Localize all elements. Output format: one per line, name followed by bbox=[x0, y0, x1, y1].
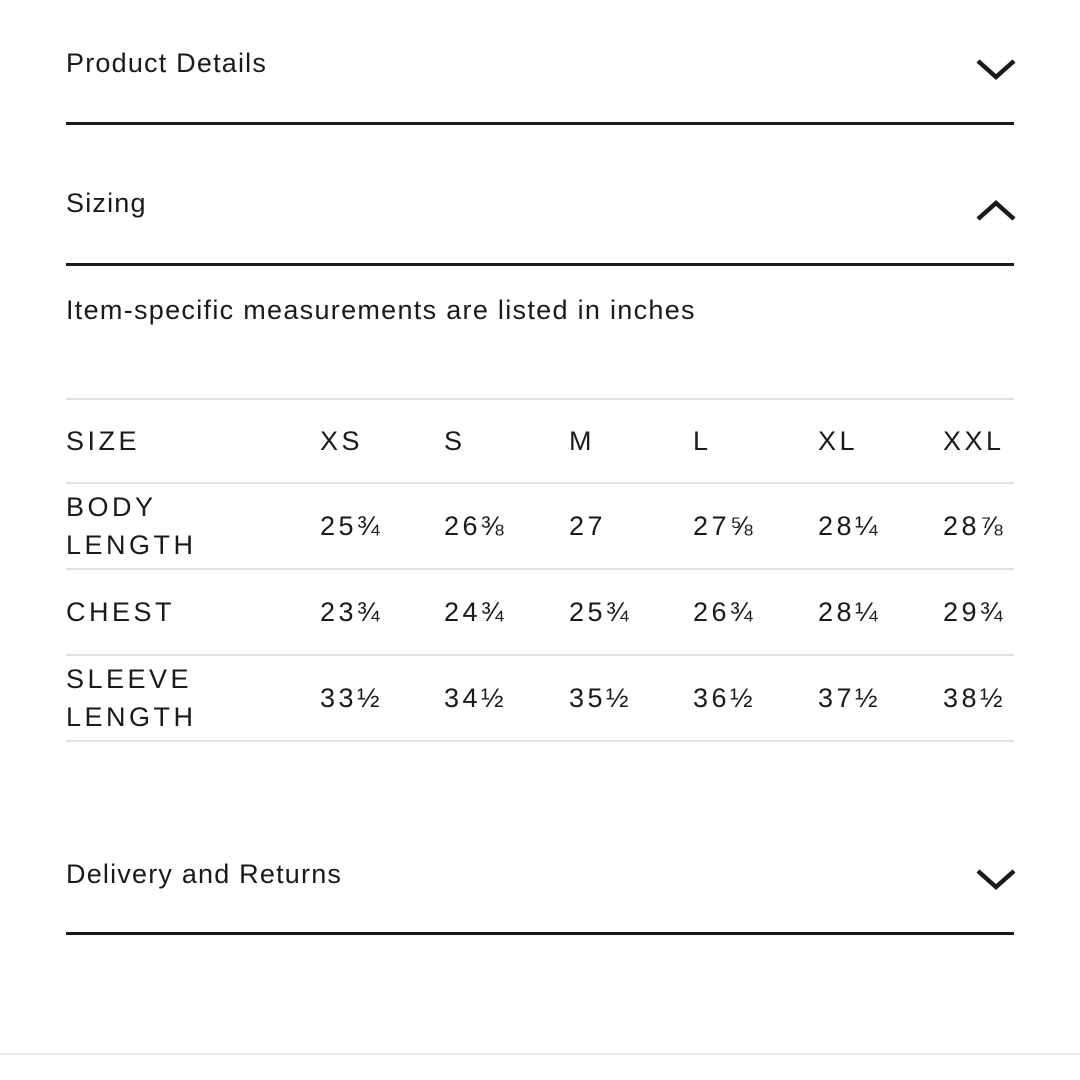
table-header-cell: XXL bbox=[943, 426, 1005, 456]
table-cell: 29¾ bbox=[943, 597, 1007, 627]
table-header-row bbox=[66, 398, 1014, 482]
table-row-label: BODY LENGTH bbox=[66, 492, 197, 560]
table-row-label: CHEST bbox=[66, 597, 176, 627]
table-cell: 26⅜ bbox=[444, 511, 508, 541]
divider bbox=[66, 122, 1014, 125]
table-cell: 34½ bbox=[444, 683, 508, 713]
table-row bbox=[66, 568, 1014, 654]
accordion-title-sizing: Sizing bbox=[66, 188, 147, 218]
table-header-cell: XS bbox=[320, 426, 364, 456]
table-row-label: SLEEVE LENGTH bbox=[66, 664, 197, 732]
table-cell: 33½ bbox=[320, 683, 384, 713]
table-cell: 23¾ bbox=[320, 597, 384, 627]
table-cell: 24¾ bbox=[444, 597, 508, 627]
table-header-cell: M bbox=[569, 426, 595, 456]
table-cell: 25¾ bbox=[320, 511, 384, 541]
table-cell: 28¼ bbox=[818, 511, 882, 541]
table-header-label: SIZE bbox=[66, 426, 141, 456]
table-cell: 25¾ bbox=[569, 597, 633, 627]
table-cell: 27⅝ bbox=[693, 511, 757, 541]
divider bbox=[66, 263, 1014, 266]
size-table bbox=[66, 398, 1014, 742]
accordion-sizing[interactable] bbox=[66, 178, 1014, 238]
table-cell: 27 bbox=[569, 511, 607, 541]
table-header-cell: XL bbox=[818, 426, 859, 456]
chevron-up-icon[interactable] bbox=[974, 197, 1018, 225]
table-row bbox=[66, 482, 1014, 568]
chevron-down-icon[interactable] bbox=[974, 55, 1018, 83]
sizing-note: Item-specific measurements are listed in inches bbox=[66, 295, 696, 325]
table-cell: 28⅞ bbox=[943, 511, 1007, 541]
table-cell: 38½ bbox=[943, 683, 1007, 713]
accordion-title-delivery-returns: Delivery and Returns bbox=[66, 859, 343, 889]
table-header-cell: L bbox=[693, 426, 712, 456]
table-row bbox=[66, 654, 1014, 742]
table-cell: 28¼ bbox=[818, 597, 882, 627]
table-header-cell: S bbox=[444, 426, 466, 456]
divider bbox=[66, 932, 1014, 935]
divider bbox=[0, 1053, 1080, 1055]
accordion-product-details[interactable] bbox=[66, 38, 1014, 98]
table-cell: 37½ bbox=[818, 683, 882, 713]
accordion-title-product-details: Product Details bbox=[66, 48, 268, 78]
chevron-down-icon[interactable] bbox=[974, 865, 1018, 893]
table-cell: 36½ bbox=[693, 683, 757, 713]
accordion-delivery-returns[interactable] bbox=[66, 848, 1014, 908]
table-cell: 35½ bbox=[569, 683, 633, 713]
table-cell: 26¾ bbox=[693, 597, 757, 627]
